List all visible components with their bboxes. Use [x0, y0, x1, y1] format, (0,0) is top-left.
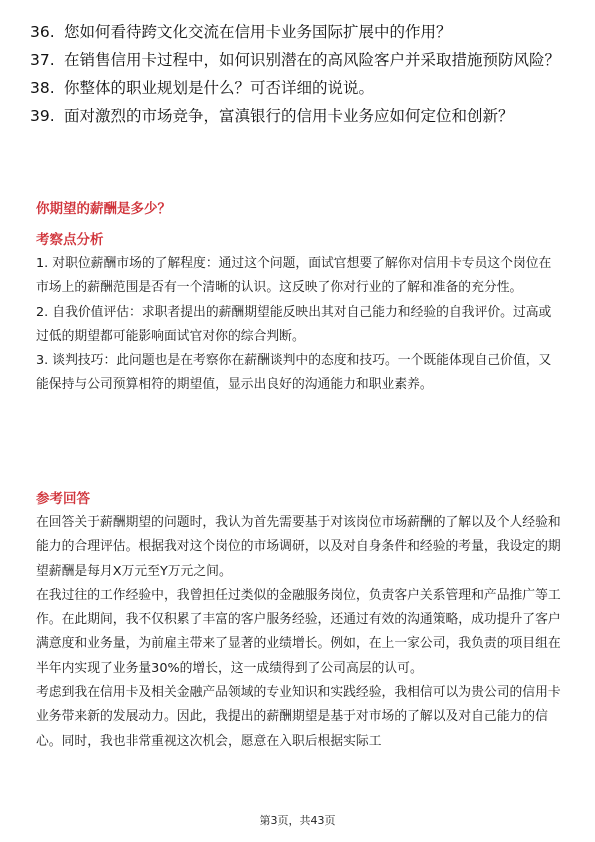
question-item — [30, 48, 570, 72]
question-number: 38. — [30, 79, 55, 97]
question-item — [30, 76, 570, 100]
question-text: 你整体的职业规划是什么？可否详细的说说。 — [64, 79, 375, 97]
question-number: 37. — [30, 51, 55, 69]
answer-paragraph: 考虑到我在信用卡及相关金融产品领域的专业知识和实践经验，我相信可以为贵公司的信用卡业务带来新的发展动力。因此，我提出的薪酬期望是基于对市场的了解以及对自己能力的信心。同时，我也非常重视这次机会，愿意在入职后根据实际工 — [36, 685, 561, 749]
page-footer: 第3页，共43页 — [259, 814, 336, 827]
analysis-heading: 考察点分析 — [36, 232, 104, 248]
answer-heading: 参考回答 — [36, 491, 90, 507]
question-text: 您如何看待跨文化交流在信用卡业务国际扩展中的作用？ — [64, 23, 452, 41]
answer-section — [36, 511, 561, 754]
question-text: 面对激烈的市场竞争，富滇银行的信用卡业务应如何定位和创新？ — [64, 107, 514, 125]
question-item — [30, 20, 570, 44]
question-item — [30, 104, 570, 128]
question-number: 39. — [30, 107, 55, 125]
question-number: 36. — [30, 23, 55, 41]
answer-paragraph: 在回答关于薪酬期望的问题时，我认为首先需要基于对该岗位市场薪酬的了解以及个人经验和能力的合理评估。根据我对这个岗位的市场调研，以及对自身条件和经验的考量，我设定的期望薪酬是每月X万元至Y万元之间。 — [36, 515, 561, 579]
question-text: 在销售信用卡过程中，如何识别潜在的高风险客户并采取措施预防风险？ — [64, 51, 561, 69]
answer-paragraph: 在我过往的工作经验中，我曾担任过类似的金融服务岗位，负责客户关系管理和产品推广等工作。在此期间，我不仅积累了丰富的客户服务经验，还通过有效的沟通策略，成功提升了客户满意度和业务量，为前雇主带来了显著的业绩增长。例如，在上一家公司，我负责的项目组在半年内实现了业务量30%的增长，这一成绩得到了公司高层的认可。 — [36, 587, 561, 676]
question-heading: 你期望的薪酬是多少？ — [36, 201, 171, 217]
analysis-point: 1. 对职位薪酬市场的了解程度：通过这个问题，面试官想要了解你对信用卡专员这个岗位在市场上的薪酬范围是否有一个清晰的认识。这反映了你对行业的了解和准备的充分性。 — [36, 256, 552, 296]
analysis-section — [36, 252, 561, 398]
analysis-point: 2. 自我价值评估：求职者提出的薪酬期望能反映出其对自己能力和经验的自我评价。过高或过低的期望都可能影响面试官对你的综合判断。 — [36, 304, 552, 344]
analysis-point: 3. 谈判技巧：此问题也是在考察你在薪酬谈判中的态度和技巧。一个既能体现自己价值，又能保持与公司预算相符的期望值，显示出良好的沟通能力和职业素养。 — [36, 353, 552, 393]
question-list — [30, 20, 570, 132]
